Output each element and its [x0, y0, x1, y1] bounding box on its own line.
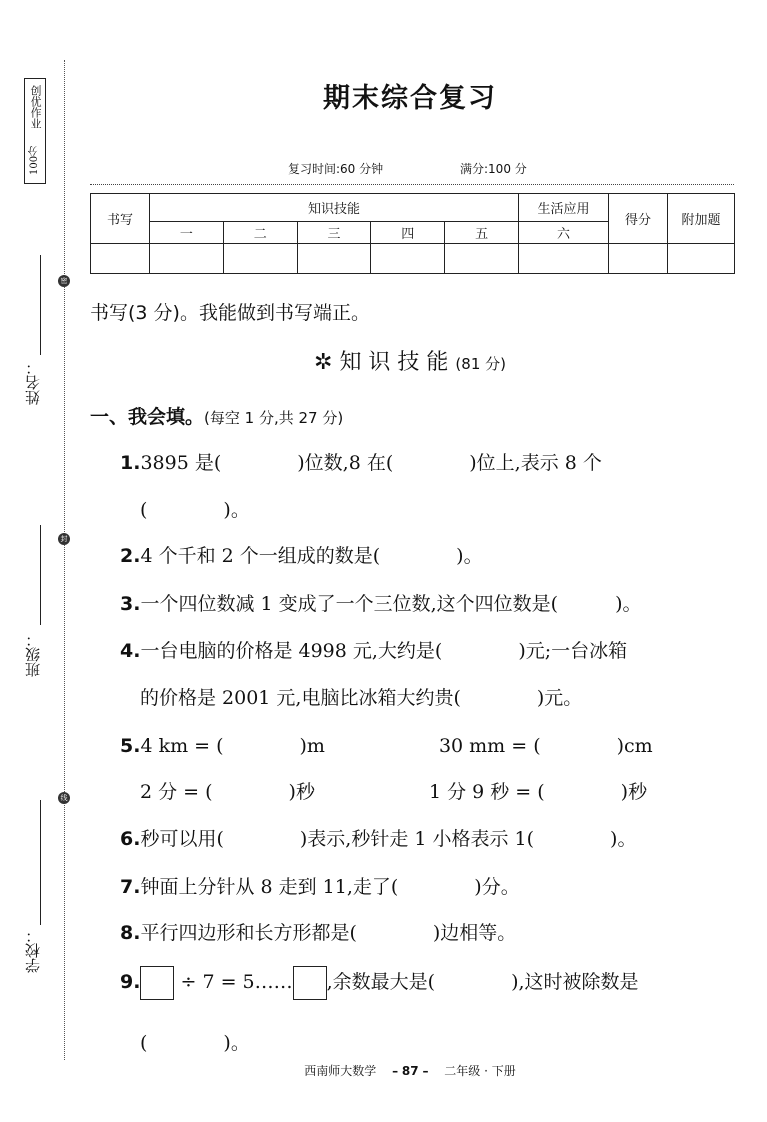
section-points: (81 分) — [455, 355, 506, 373]
page-footer: 西南师大数学 – 87 – 二年级 · 下册 — [304, 1064, 516, 1078]
remainder-box[interactable] — [293, 966, 327, 1000]
section-name: 知 识 技 能 — [339, 350, 449, 375]
score-cell[interactable] — [519, 244, 609, 274]
badge-top-text: 创优作业 — [29, 85, 42, 129]
question-1-cont: ( )。 — [140, 499, 250, 521]
class-field-label: 班级： — [24, 632, 42, 677]
question-8: 8.平行四边形和长方形都是( )边相等。 — [120, 922, 517, 944]
page-title: 期末综合复习 — [323, 83, 497, 114]
seal-dotted-line — [64, 60, 65, 1060]
col-writing: 书写 — [91, 194, 150, 244]
part-one-title: 一、我会填。 — [90, 406, 205, 428]
col-4: 四 — [371, 222, 445, 244]
col-knowledge: 知识技能 — [150, 194, 519, 222]
school-underline — [40, 800, 41, 925]
score-cell[interactable] — [371, 244, 445, 274]
question-6: 6.秒可以用( )表示,秒针走 1 小格表示 1( )。 — [120, 828, 637, 850]
header-divider — [90, 184, 734, 185]
col-3: 三 — [297, 222, 371, 244]
col-6: 六 — [519, 222, 609, 244]
question-4: 4.一台电脑的价格是 4998 元,大约是( )元;一台冰箱 — [120, 640, 628, 662]
dividend-box[interactable] — [140, 966, 174, 1000]
seal-mark-feng: 封 — [58, 533, 70, 545]
full-score: 满分:100 分 — [460, 162, 527, 176]
badge-bottom-text: 100分 — [29, 145, 40, 175]
school-field-label: 学校： — [24, 928, 42, 973]
score-cell[interactable] — [223, 244, 297, 274]
col-2: 二 — [223, 222, 297, 244]
score-cell[interactable] — [150, 244, 224, 274]
question-3: 3.一个四位数减 1 变成了一个三位数,这个四位数是( )。 — [120, 593, 642, 615]
col-score: 得分 — [609, 194, 668, 244]
score-cell[interactable] — [445, 244, 519, 274]
score-cell[interactable] — [297, 244, 371, 274]
flower-icon: ✲ — [314, 350, 333, 375]
col-5: 五 — [445, 222, 519, 244]
part-one-note: (每空 1 分,共 27 分) — [204, 409, 344, 427]
col-application: 生活应用 — [519, 194, 609, 222]
question-9-cont: ( )。 — [140, 1032, 250, 1054]
question-5: 5.4 km = ( )m 30 mm = ( )cm — [120, 735, 653, 757]
exam-time: 复习时间:60 分钟 — [288, 162, 384, 176]
footer-book: 西南师大数学 — [304, 1064, 377, 1078]
score-cell[interactable] — [91, 244, 150, 274]
question-2: 2.4 个千和 2 个一组成的数是( )。 — [120, 545, 483, 567]
part-one-heading — [90, 402, 343, 429]
question-5-cont: 2 分 = ( )秒 1 分 9 秒 = ( )秒 — [140, 781, 648, 803]
question-4-cont: 的价格是 2001 元,电脑比冰箱大约贵( )元。 — [140, 687, 583, 709]
page-number: 87 — [401, 1064, 419, 1078]
seal-mark-mi: 密 — [58, 275, 70, 287]
score-cell[interactable] — [668, 244, 735, 274]
class-underline — [40, 525, 41, 625]
question-7: 7.钟面上分针从 8 走到 11,走了( )分。 — [120, 876, 520, 898]
col-1: 一 — [150, 222, 224, 244]
name-underline — [40, 255, 41, 355]
question-1: 1.3895 是( )位数,8 在( )位上,表示 8 个 — [120, 452, 602, 474]
score-cell[interactable] — [609, 244, 668, 274]
score-table — [90, 193, 735, 274]
seal-mark-xian: 线 — [58, 792, 70, 804]
footer-grade: 二年级 · 下册 — [444, 1064, 516, 1078]
question-9: 9. ÷ 7 = 5…… ,余数最大是( ),这时被除数是 — [120, 966, 736, 1000]
col-extra: 附加题 — [668, 194, 735, 244]
section-heading — [0, 345, 767, 376]
writing-instruction: 书写(3 分)。我能做到书写端正。 — [90, 302, 370, 324]
name-field-label: 姓名： — [24, 360, 42, 405]
